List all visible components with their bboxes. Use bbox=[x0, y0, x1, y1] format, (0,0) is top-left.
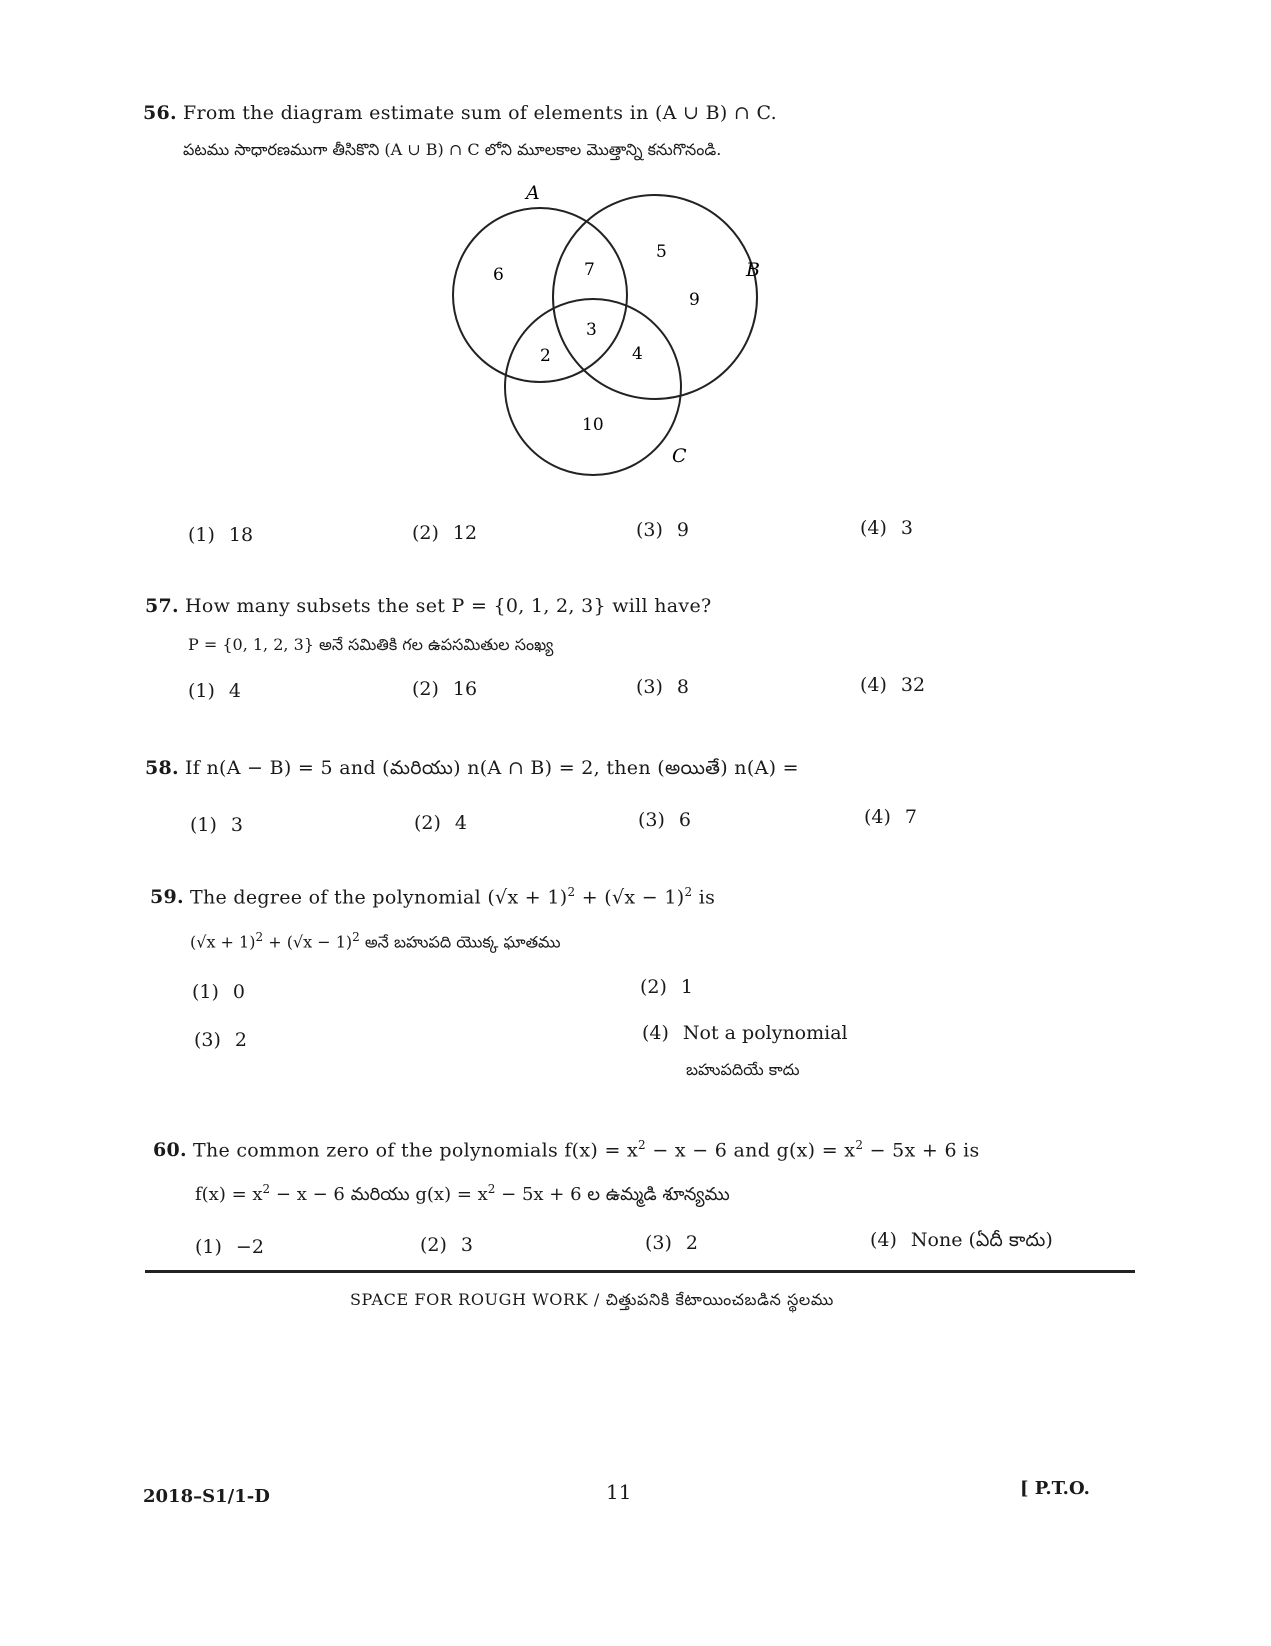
q58-option-2[interactable]: (2) 4 bbox=[414, 812, 468, 834]
q56-option-2[interactable]: (2) 12 bbox=[412, 522, 478, 544]
circle-b bbox=[553, 195, 757, 399]
q60-text-te: $f(x) = x^2 - x - 6$ మరియు $g(x) = x^2 - 5x + 6$ ల ఉమ్మడి శూన్యము bbox=[195, 1182, 730, 1205]
q56-option-3[interactable]: (3) 9 bbox=[636, 519, 690, 541]
q59-option-1[interactable]: (1) 0 bbox=[192, 981, 246, 1003]
venn-ac: 2 bbox=[540, 346, 551, 366]
q57-option-4[interactable]: (4) 32 bbox=[860, 674, 926, 696]
q56-number: 56. bbox=[143, 102, 177, 124]
q57-text-te: P = {0, 1, 2, 3} అనే సమితికి గల ఉపసమితుల సంఖ్య bbox=[188, 635, 554, 654]
q60-option-3[interactable]: (3) 2 bbox=[645, 1232, 699, 1254]
venn-diagram bbox=[420, 175, 800, 495]
q59-number: 59. bbox=[150, 886, 184, 909]
q60-text-en: 60. The common zero of the polynomials $f(x) = x^2 - x - 6$ and $g(x) = x^2 - 5x + 6$ is bbox=[153, 1138, 980, 1162]
venn-b-only-2: 9 bbox=[689, 290, 700, 310]
q56-option-4[interactable]: (4) 3 bbox=[860, 517, 914, 539]
rough-work-label: SPACE FOR ROUGH WORK / చిత్తుపనికి కేటాయించబడిన స్థలము bbox=[350, 1290, 834, 1309]
q58-option-4[interactable]: (4) 7 bbox=[864, 806, 918, 828]
venn-c-only: 10 bbox=[582, 415, 604, 435]
venn-b-only-1: 5 bbox=[656, 242, 667, 262]
q58-option-1[interactable]: (1) 3 bbox=[190, 814, 244, 836]
venn-abc: 3 bbox=[586, 320, 597, 340]
q58-option-3[interactable]: (3) 6 bbox=[638, 809, 692, 831]
q57-option-1[interactable]: (1) 4 bbox=[188, 680, 242, 702]
footer-code: 2018–S1/1-D bbox=[143, 1486, 270, 1507]
venn-label-b: B bbox=[746, 259, 760, 281]
q59-option-2[interactable]: (2) 1 bbox=[640, 976, 694, 998]
q58-question: If n(A − B) = 5 and (మరియు) n(A ∩ B) = 2, then (అయితే) n(A) = bbox=[184, 757, 799, 779]
q56-text-te: పటము సాధారణముగా తీసికొని (A ∪ B) ∩ C లోని మూలకాల మొత్తాన్ని కనుగొనండి. bbox=[183, 140, 722, 159]
q57-number: 57. bbox=[145, 595, 179, 617]
footer-page-number: 11 bbox=[606, 1480, 632, 1504]
venn-label-a: A bbox=[526, 182, 540, 204]
q57-question: How many subsets the set P = {0, 1, 2, 3} will have? bbox=[184, 595, 712, 617]
q59-option-4-te: బహుపదియే కాదు bbox=[686, 1060, 800, 1079]
q59-option-3[interactable]: (3) 2 bbox=[194, 1029, 248, 1051]
rough-work-divider bbox=[145, 1270, 1135, 1273]
q60-option-4[interactable]: (4) None (ఏదీ కాదు) bbox=[870, 1229, 1053, 1251]
q58-text-en bbox=[145, 757, 799, 784]
venn-label-c: C bbox=[672, 445, 687, 467]
q56-option-1[interactable]: (1) 18 bbox=[188, 524, 254, 546]
footer-pto: [ P.T.O. bbox=[1020, 1478, 1090, 1499]
q56-text-en bbox=[143, 102, 777, 124]
q57-option-3[interactable]: (3) 8 bbox=[636, 676, 690, 698]
q57-text-en bbox=[145, 595, 711, 617]
q56-question: From the diagram estimate sum of elements in (A ∪ B) ∩ C. bbox=[182, 102, 777, 124]
venn-a-only: 6 bbox=[493, 265, 504, 285]
q57-option-2[interactable]: (2) 16 bbox=[412, 678, 478, 700]
q60-option-1[interactable]: (1) −2 bbox=[195, 1236, 264, 1258]
q60-option-2[interactable]: (2) 3 bbox=[420, 1234, 474, 1256]
venn-bc: 4 bbox=[632, 344, 643, 364]
q58-number: 58. bbox=[145, 757, 179, 779]
q59-option-4[interactable]: (4) Not a polynomial bbox=[642, 1022, 848, 1044]
venn-ab: 7 bbox=[584, 260, 595, 280]
q59-text-en: 59. The degree of the polynomial $(√x + 1)^2 + (√x - 1)^2$ is bbox=[150, 885, 716, 909]
q60-number: 60. bbox=[153, 1139, 187, 1162]
q59-text-te: $(√x + 1)^2 + (√x - 1)^2$ అనే బహుపది యొక్క ఘాతము bbox=[190, 930, 561, 952]
